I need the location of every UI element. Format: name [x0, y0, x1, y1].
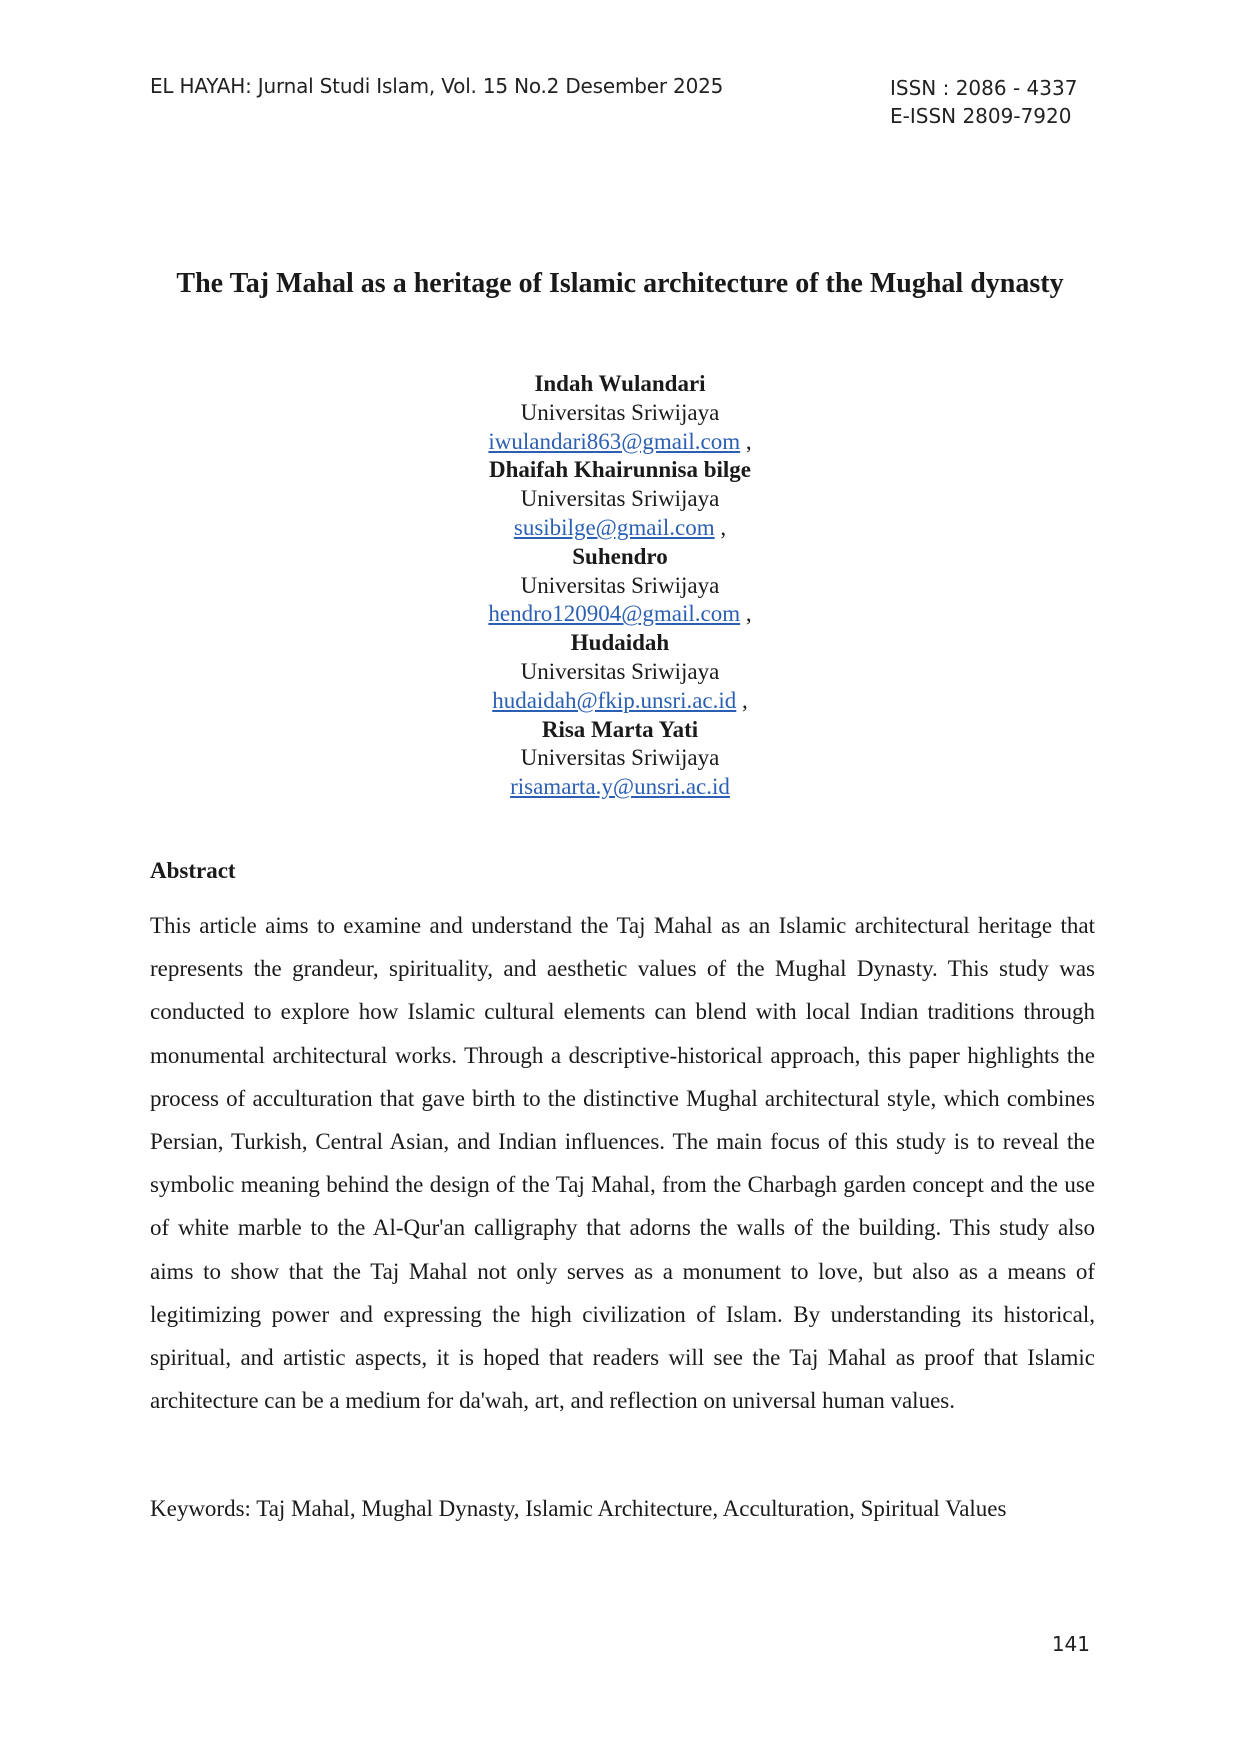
author-name: Dhaifah Khairunnisa bilge [488, 457, 752, 483]
author-email-line [0, 428, 1240, 457]
email-separator: , [714, 514, 727, 540]
author-affiliation: Universitas Sriwijaya [520, 658, 720, 684]
author-email-line [0, 687, 1240, 716]
author-name: Risa Marta Yati [541, 716, 699, 742]
email-separator: , [736, 687, 748, 713]
journal-header: EL HAYAH: Jurnal Studi Islam, Vol. 15 No.2 Desember 2025 [150, 74, 724, 98]
keywords: Keywords: Taj Mahal, Mughal Dynasty, Islamic Architecture, Acculturation, Spiritual Values [150, 1496, 1007, 1521]
author-email-link[interactable]: hudaidah@fkip.unsri.ac.id [492, 687, 737, 713]
abstract-text: This article aims to examine and understand the Taj Mahal as an Islamic architectural heritage that represents the grandeur, spirituality, and aesthetic values of the Mughal Dynasty. This study was conducted to explore how Islamic cultural elements can blend with local Indian traditions through monumental architectural works. Through a descriptive-historical approach, this paper highlights the process of acculturation that gave birth to the distinctive Mughal architectural style, which combines Persian, Turkish, Central Asian, and Indian influences. The main focus of this study is to reveal the symbolic meaning behind the design of the Taj Mahal, from the Charbagh garden concept and the use of white marble to the Al-Qur'an calligraphy that adorns the walls of the building. This study also aims to show that the Taj Mahal not only serves as a monument to love, but also as a means of legitimizing power and expressing the high civilization of Islam. By understanding its historical, spiritual, and artistic aspects, it is hoped that readers will see the Taj Mahal as proof that Islamic architecture can be a medium for da'wah, art, and reflection on universal human values. [150, 913, 1095, 1414]
author-name: Hudaidah [570, 630, 670, 656]
author-affiliation: Universitas Sriwijaya [520, 745, 720, 771]
author-email-link[interactable]: risamarta.y@unsri.ac.id [510, 774, 730, 800]
author-email-link[interactable]: susibilge@gmail.com [513, 514, 715, 540]
author-email-line [0, 600, 1240, 629]
page-number: 141 [1051, 1632, 1090, 1656]
issn: ISSN : 2086 - 4337 [890, 76, 1078, 100]
email-separator: , [740, 601, 752, 627]
abstract-heading: Abstract [150, 858, 236, 883]
paper-title: The Taj Mahal as a heritage of Islamic architecture of the Mughal dynasty [176, 268, 1064, 299]
email-separator: , [740, 428, 752, 454]
author-name: Suhendro [572, 543, 668, 569]
author-affiliation: Universitas Sriwijaya [520, 572, 720, 598]
author-email-link[interactable]: hendro120904@gmail.com [488, 601, 741, 627]
author-name: Indah Wulandari [534, 371, 706, 396]
author-email-line [0, 514, 1240, 543]
issn-block [890, 74, 1090, 130]
author-affiliation: Universitas Sriwijaya [520, 399, 720, 425]
author-email-link[interactable]: iwulandari863@gmail.com [488, 428, 741, 454]
eissn: E-ISSN 2809-7920 [890, 104, 1072, 128]
author-email-line [0, 773, 1240, 802]
author-affiliation: Universitas Sriwijaya [520, 486, 720, 512]
author-list [0, 370, 1240, 802]
